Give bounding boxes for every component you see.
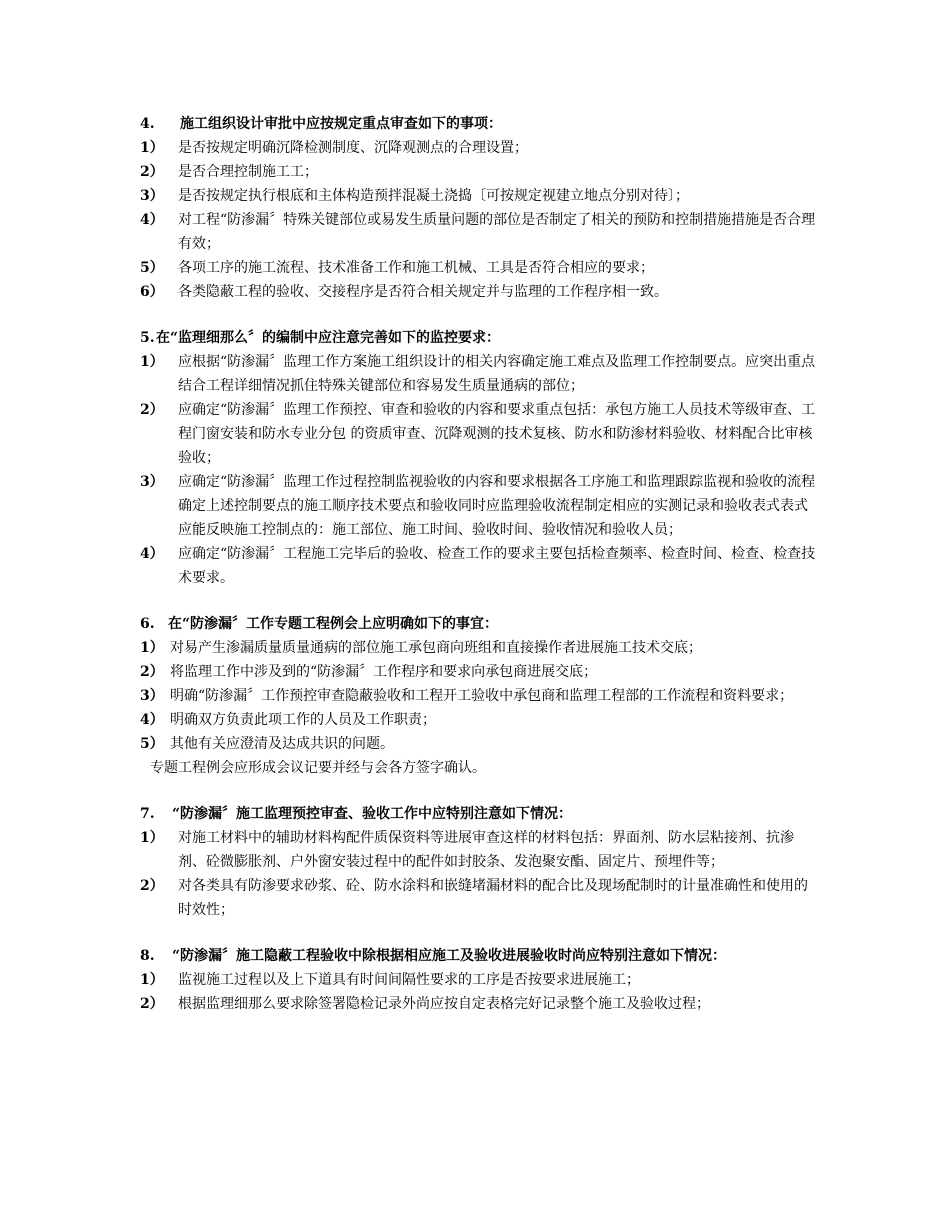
item-number: 4） [140,712,164,728]
list-item [140,874,820,922]
item-text: 对各类具有防渗要求砂浆、砼、防水涂料和嵌缝堵漏材料的配合比及现场配制时的计量准确性和使用的时效性； [178,878,808,918]
item-number: 3） [140,188,164,204]
item-number: 2） [140,878,164,894]
section-heading [140,326,820,350]
section-title: “防渗漏〞施工监理预控审查、验收工作中应特别注意如下情况： [172,806,573,822]
section-title: 在“监理细那么〞的编制中应注意完善如下的监控要求： [156,330,501,346]
item-text: 对施工材料中的辅助材料构配件质保资料等进展审查这样的材料包括：界面剂、防水层粘接剂、抗渗剂、砼微膨胀剂、户外窗安装过程中的配件如封胶条、发泡聚安酯、固定片、预埋件等； [178,830,794,870]
item-text: 是否按规定执行根底和主体构造预拌混凝土浇捣〔可按规定视建立地点分别对待〕； [178,188,689,204]
item-text: 对易产生渗漏质量质量通病的部位施工承包商向班组和直接操作者进展施工技术交底； [170,640,702,656]
list-item [140,160,820,184]
item-text: 应根据“防渗漏〞监理工作方案施工组织设计的相关内容确定施工难点及监理工作控制要点。应突出重点结合工程详细情况抓住特殊关键部位和容易发生质量通病的部位； [178,354,816,394]
item-number: 5） [140,260,164,276]
section-heading [140,802,820,826]
item-text: 是否合理控制施工工； [178,164,318,180]
item-number: 1） [140,640,164,656]
list-item [140,280,820,304]
item-text: 各项工序的施工流程、技术准备工作和施工机械、工具是否符合相应的要求； [178,260,654,276]
list-item [140,992,820,1016]
section-heading [140,112,820,136]
list-item [140,684,820,708]
list-item [140,208,820,256]
item-number: 1） [140,354,164,370]
item-text: 应确定“防渗漏〞监理工作过程控制监视验收的内容和要求根据各工序施工和监理跟踪监视和验收的流程确定上述控制要点的施工顺序技术要点和验收同时应监理验收流程制定相应的实测记录和验收表式表式应能反映施工控制点的：施工部位、施工时间、验收时间、验收情况和验收人员； [178,474,816,538]
list-item [140,542,820,590]
item-text: 是否按规定明确沉降检测制度、沉降观测点的合理设置； [178,140,528,156]
list-item [140,398,820,470]
section-number: 8. [140,948,155,964]
item-number: 2） [140,996,164,1012]
section-8 [140,944,820,1016]
section-title: 在“防渗漏〞工作专题工程例会上应明确如下的事宜： [168,616,499,632]
item-text: 其他有关应澄清及达成共识的问题。 [170,736,394,752]
item-text: 应确定“防渗漏〞工程施工完毕后的验收、检查工作的要求主要包括检查频率、检查时间、检查、检查技术要求。 [178,546,816,586]
document-body [140,112,820,1038]
item-text: 监视施工过程以及上下道具有时间间隔性要求的工序是否按要求进展施工； [178,972,640,988]
section-number: 7. [140,806,155,822]
item-number: 3） [140,474,164,490]
section-heading [140,944,820,968]
item-text: 应确定“防渗漏〞监理工作预控、审查和验收的内容和要求重点包括：承包方施工人员技术等级审查、工程门窗安装和防水专业分包 的资质审查、沉降观测的技术复核、防水和防渗材料验收、材料配合比审核验收； [178,402,816,466]
section-heading [140,612,820,636]
list-item [140,826,820,874]
section-number: 5. [140,330,155,346]
list-item [140,184,820,208]
list-item [140,968,820,992]
item-number: 5） [140,736,164,752]
item-text: 将监理工作中涉及到的“防渗漏〞工作程序和要求向承包商进展交底； [170,664,598,680]
list-item [140,732,820,756]
list-item [140,660,820,684]
section-4 [140,112,820,304]
list-item [140,256,820,280]
item-text: 明确双方负责此项工作的人员及工作职责； [170,712,436,728]
section-7 [140,802,820,922]
item-number: 2） [140,664,164,680]
list-item [140,136,820,160]
section-note: 专题工程例会应形成会议记要并经与会各方签字确认。 [150,760,486,776]
item-number: 4） [140,546,164,562]
item-number: 4） [140,212,164,228]
list-item [140,350,820,398]
list-item [140,708,820,732]
list-item [140,470,820,542]
item-number: 2） [140,402,164,418]
item-number: 1） [140,972,164,988]
section-title: “防渗漏〞施工隐蔽工程验收中除根据相应施工及验收进展验收时尚应特别注意如下情况： [172,948,727,964]
section-6 [140,612,820,780]
list-item [140,636,820,660]
section-5 [140,326,820,590]
item-text: 明确“防渗漏〞工作预控审查隐蔽验收和工程开工验收中承包商和监理工程部的工作流程和资料要求； [170,688,794,704]
item-number: 1） [140,830,164,846]
item-number: 1） [140,140,164,156]
item-number: 2） [140,164,164,180]
section-title: 施工组织设计审批中应按规定重点审查如下的事项： [180,116,502,132]
item-number: 6） [140,284,164,300]
item-number: 3） [140,688,164,704]
item-text: 各类隐蔽工程的验收、交接程序是否符合相关规定并与监理的工作程序相一致。 [178,284,668,300]
item-text: 对工程“防渗漏〞特殊关键部位或易发生质量问题的部位是否制定了相关的预防和控制措施措施是否合理有效； [178,212,816,252]
section-number: 6. [140,616,155,632]
section-number: 4. [140,116,155,132]
item-text: 根据监理细那么要求除签署隐检记录外尚应按自定表格完好记录整个施工及验收过程； [178,996,710,1012]
